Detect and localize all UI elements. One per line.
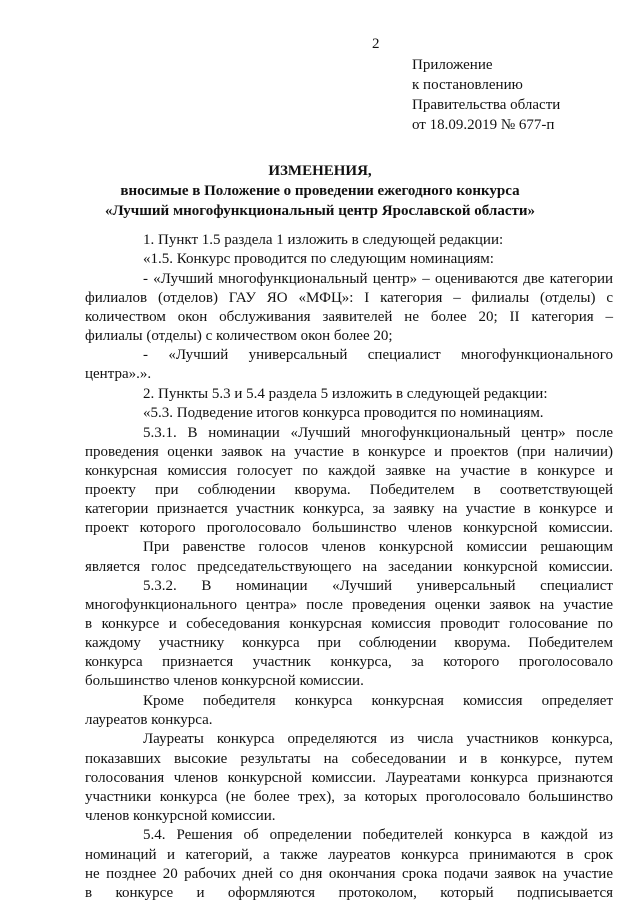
- body-line: в конкурсе и оформляются протоколом, который подписывается: [85, 885, 613, 901]
- document-subtitle: «Лучший многофункциональный центр Ярославской области»: [104, 203, 536, 219]
- body-line: 1. Пункт 1.5 раздела 1 изложить в следующей редакции:: [143, 232, 504, 248]
- document-subtitle: вносимые в Положение о проведении ежегодного конкурса: [120, 183, 520, 199]
- body-line: проведения оценки заявок на участие в конкурсе и проектов (при наличии): [85, 444, 613, 460]
- body-line: При равенстве голосов членов конкурсной комиссии решающим: [143, 539, 613, 555]
- body-line: филиалов (отделов) ГАУ ЯО «МФЦ»: I категория – филиалы (отделы) с: [85, 290, 613, 306]
- body-line: - «Лучший многофункциональный центр» – оцениваются две категории: [143, 271, 613, 287]
- body-line: многофункционального центра» после проведения оценки заявок на участие: [85, 597, 613, 613]
- body-line: категории признается участник конкурса, за заявку на участие в конкурсе и: [85, 501, 613, 517]
- body-line: показавших высокие результаты на собеседовании и в конкурсе, путем: [85, 751, 613, 767]
- body-line: проект которого проголосовало большинство членов конкурсной комиссии.: [85, 520, 613, 536]
- appendix-block: [412, 55, 560, 135]
- body-line: большинство членов конкурсной комиссии.: [85, 673, 364, 689]
- body-line: «5.3. Подведение итогов конкурса проводится по номинациям.: [143, 405, 544, 421]
- body-line: членов конкурсной комиссии.: [85, 808, 276, 824]
- appendix-line: Правительства области: [412, 97, 561, 113]
- body-line: проекту при соблюдении кворума. Победителем в соответствующей: [85, 482, 613, 498]
- body-line: центра».».: [85, 366, 152, 382]
- body-line: лауреатов конкурса.: [85, 712, 213, 728]
- body-line: 5.4. Решения об определении победителей конкурса в каждой из: [143, 827, 613, 843]
- body-line: конкурсная комиссия голосует по каждой заявке на участие в конкурсе и: [85, 463, 613, 479]
- body-line: 5.3.2. В номинации «Лучший универсальный специалист: [143, 578, 613, 594]
- body-line: в конкурсе и собеседования конкурсная комиссия проводит голосование по: [85, 616, 613, 632]
- document-title: ИЗМЕНЕНИЯ,: [268, 163, 372, 179]
- appendix-line: к постановлению: [412, 77, 523, 93]
- body-line: количеством окон обслуживания заявителей не более 20; II категория –: [85, 309, 613, 325]
- appendix-line: от 18.09.2019 № 677-п: [412, 117, 555, 133]
- body-line: номинаций и категорий, а также лауреатов конкурса принимаются в срок: [85, 847, 613, 863]
- body-line: каждому участнику конкурса при соблюдении кворума. Победителем: [85, 635, 613, 651]
- body-line: 2. Пункты 5.3 и 5.4 раздела 5 изложить в следующей редакции:: [143, 386, 548, 402]
- body-line: является голос председательствующего на заседании конкурсной комиссии.: [85, 559, 613, 575]
- body-line: конкурса признается участник конкурса, за которого проголосовало: [85, 654, 613, 670]
- appendix-line: Приложение: [412, 57, 493, 73]
- body-line: «1.5. Конкурс проводится по следующим номинациям:: [143, 251, 494, 267]
- body-line: голосования членов конкурсной комиссии. Лауреатами конкурса признаются: [85, 770, 613, 786]
- body-line: не позднее 20 рабочих дней со дня окончания срока подачи заявок на участие: [85, 866, 613, 882]
- body-line: филиалы (отделы) с количеством окон более 20;: [85, 328, 393, 344]
- body-line: Кроме победителя конкурса конкурсная комиссия определяет: [143, 693, 613, 709]
- body-line: участники конкурса (не более трех), за которых проголосовало большинство: [85, 789, 613, 805]
- body-line: - «Лучший универсальный специалист многофункционального: [143, 347, 613, 363]
- page-number: 2: [372, 36, 380, 52]
- body-line: 5.3.1. В номинации «Лучший многофункциональный центр» после: [143, 425, 613, 441]
- body-line: Лауреаты конкурса определяются из числа участников конкурса,: [143, 731, 613, 747]
